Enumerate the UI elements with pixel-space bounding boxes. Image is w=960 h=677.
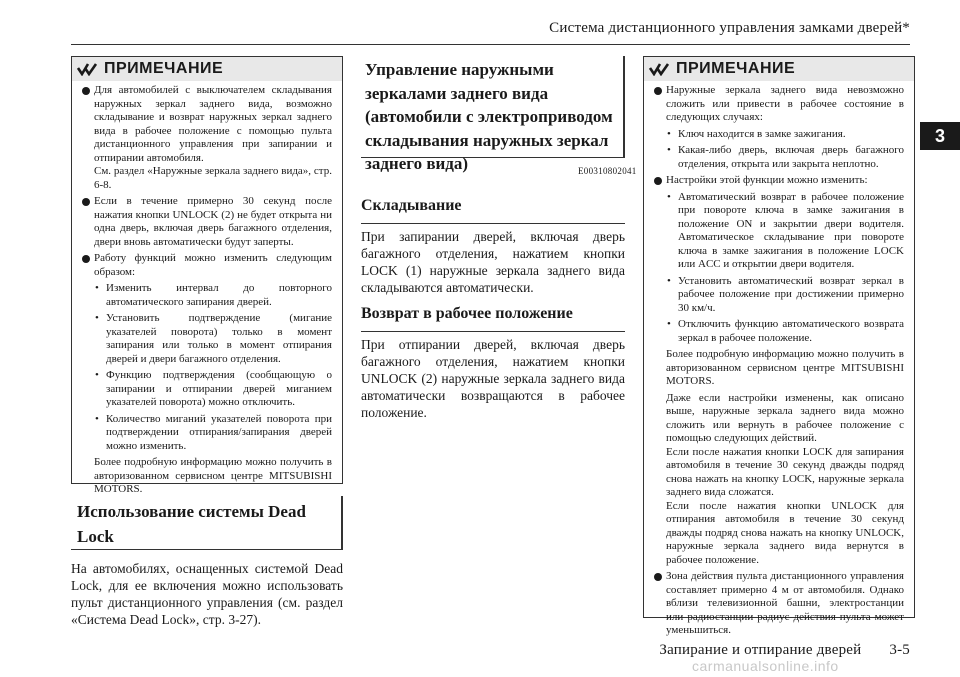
note-sub-item: • Установить подтверждение (мигание указателей поворота) только в момент запирания или только в момент отпирания дверей и двери багажного отделения. bbox=[81, 312, 332, 366]
page-number: 3-5 bbox=[889, 642, 910, 658]
note-paragraph-line: Если после нажатия кнопки LOCK для запирания автомобиля в течение 30 секунд дважды подряд снова нажать на кнопку LOCK, наружные зеркала заднего вида сложатся. bbox=[666, 445, 904, 498]
note-sub-item: • Количество миганий указателей поворота при подтверждении отпирания/запирания дверей можно изменить. bbox=[81, 413, 332, 454]
note-bullet bbox=[81, 84, 332, 192]
watermark: carmanualsonline.info bbox=[692, 658, 839, 674]
bullet-text: Для автомобилей с выключателем складывания наружных зеркал заднего вида, возможно складывание и возврат наружных зеркал заднего вида в рабочее положение с помощью пульта дистанционного управления при запирании и отпирании автомобиля. bbox=[94, 84, 332, 164]
note-header bbox=[644, 57, 914, 81]
note-bullet: Наружные зеркала заднего вида невозможно сложить или привести в рабочее состояние в следующих случаях: bbox=[653, 84, 904, 125]
note-title: ПРИМЕЧАНИЕ bbox=[676, 60, 796, 77]
note-body bbox=[72, 81, 342, 497]
page-footer bbox=[659, 642, 910, 659]
section-title-dead-lock: Использование системы Dead Lock bbox=[71, 496, 343, 550]
chapter-tab: 3 bbox=[920, 122, 960, 150]
dead-lock-text: На автомобилях, оснащенных системой Dead Lock, для ее включения можно использовать пульт дистанционного управления (см. раздел «Система Dead Lock», стр. 3-27). bbox=[71, 561, 343, 627]
note-paragraph: Более подробную информацию можно получить в авторизованном сервисном центре MITSUBISHI MOTORS. bbox=[666, 348, 904, 387]
note-sub-item: • Автоматический возврат в рабочее положение при повороте ключа в замке зажигания в положение ON и закрытии двери водителя. Автоматическое складывание при повороте ключа в замке зажигания в положение LOCK или ACC и открытии двери водителя. bbox=[653, 191, 904, 272]
note-bullet: Работу функций можно изменить следующим образом: bbox=[81, 252, 332, 279]
document-code: E00310802041 bbox=[578, 166, 637, 176]
note-paragraph bbox=[653, 392, 904, 568]
section-title-mirrors: Управление наружными зеркалами заднего вида (автомобили с электроприводом складывания наружных зеркал заднего вида) bbox=[361, 56, 625, 158]
note-bullet: Если в течение примерно 30 секунд после нажатия кнопки UNLOCK (2) не будет открыта ни одна дверь, включая дверь багажного отделения, двери вновь автоматически будут заперты. bbox=[81, 195, 332, 249]
note-sub-item: • Функцию подтверждения (сообщающую о запирании и отпирании дверей миганием указателей поворота) можно отключить. bbox=[81, 369, 332, 410]
note-box-left bbox=[71, 56, 343, 495]
note-paragraph: Более подробную информацию можно получить в авторизованном сервисном центре MITSUBISHI MOTORS. bbox=[94, 456, 332, 495]
note-paragraph-line: Если после нажатия кнопки UNLOCK для отпирания автомобиля в течение 30 секунд дважды подряд снова нажать на кнопку UNLOCK, наружные зеркала заднего вида вернутся в рабочее положение. bbox=[666, 499, 904, 566]
header-divider bbox=[71, 44, 910, 45]
fold-text: При запирании дверей, включая дверь багажного отделения, нажатием кнопки LOCK (1) наружные зеркала заднего вида складываются автоматически. bbox=[361, 229, 625, 295]
page-header-title: Система дистанционного управления замками дверей* bbox=[549, 20, 910, 36]
checkmark-icon bbox=[76, 62, 98, 76]
note-box-right bbox=[643, 56, 915, 636]
note-bullet: Настройки этой функции можно изменить: bbox=[653, 174, 904, 188]
footer-section-name: Запирание и отпирание дверей bbox=[659, 642, 862, 658]
checkmark-icon bbox=[648, 62, 670, 76]
note-sub-item: • Изменить интервал до повторного автоматического запирания дверей. bbox=[81, 282, 332, 309]
return-text: При отпирании дверей, включая дверь багажного отделения, нажатием кнопки UNLOCK (2) наружные зеркала заднего вида автоматически возвращаются в рабочее положение. bbox=[361, 337, 625, 420]
note-header bbox=[72, 57, 342, 81]
note-sub-item: • Установить автоматический возврат зеркал в рабочее положение при достижении примерно 30 км/ч. bbox=[653, 275, 904, 316]
note-sub-item: • Какая-либо дверь, включая дверь багажного отделения, открыта или закрыта неплотно. bbox=[653, 144, 904, 171]
note-paragraph-line: Даже если настройки изменены, как описано выше, наружные зеркала заднего вида можно сложить или вернуть в рабочее положение с помощью следующих действий. bbox=[666, 391, 904, 444]
subheading-return: Возврат в рабочее положение bbox=[361, 305, 625, 332]
subheading-fold: Складывание bbox=[361, 197, 625, 224]
note-sub-item: • Отключить функцию автоматического возврата зеркал в рабочее положение. bbox=[653, 318, 904, 345]
note-body bbox=[644, 81, 914, 638]
note-bullet: Зона действия пульта дистанционного управления составляет примерно 4 м от автомобиля. Однако вблизи телевизионной башни, электростанции или радиостанции радиус действия пульта может уменьшиться. bbox=[653, 570, 904, 638]
note-sub-item: • Ключ находится в замке зажигания. bbox=[653, 128, 904, 142]
note-title: ПРИМЕЧАНИЕ bbox=[104, 60, 224, 77]
bullet-reference: См. раздел «Наружные зеркала заднего вида», стр. 6-8. bbox=[94, 165, 332, 191]
